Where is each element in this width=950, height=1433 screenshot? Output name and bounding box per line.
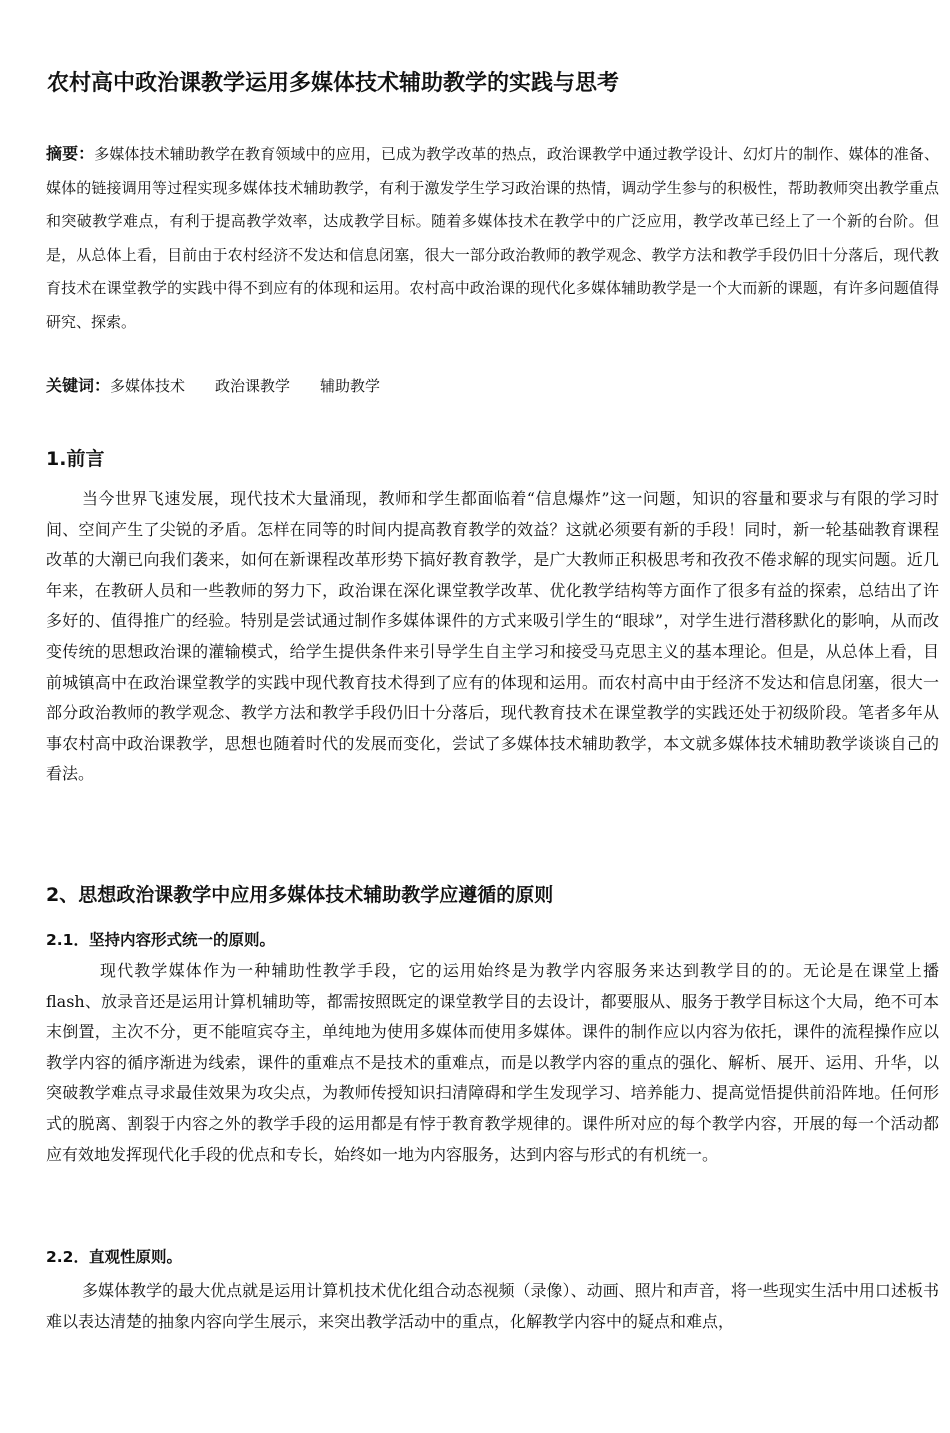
- section-1-paragraph: 当今世界飞速发展，现代技术大量涌现，教师和学生都面临着“信息爆炸”这一问题，知识的容量和要求与有限的学习时间、空间产生了尖锐的矛盾。怎样在同等的时间内提高教育教学的效益？这就必须要有新的手段！同时，新一轮基础教育课程改革的大潮已向我们袭来，如何在新课程改革形势下搞好教育教学，是广大教师正积极思考和孜孜不倦求解的现实问题。近几年来，在教研人员和一些教师的努力下，政治课在深化课堂教学改革、优化教学结构等方面作了很多有益的探索，总结出了许多好的、值得推广的经验。特别是尝试通过制作多媒体课件的方式来吸引学生的“眼球”，对学生进行潜移默化的影响，从而改变传统的思想政治课的灌输模式，给学生提供条件来引导学生自主学习和接受马克思主义的基本理论。但是，从总体上看，目前城镇高中在政治课堂教学的实践中现代教育技术得到了应有的体现和运用。而农村高中由于经济不发达和信息闭塞，很大一部分政治教师的教学观念、教学方法和教学手段仍旧十分落后，现代教育技术在课堂教学的实践还处于初级阶段。笔者多年从事农村高中政治课教学，思想也随着时代的发展而变化，尝试了多媒体技术辅助教学，本文就多媒体技术辅助教学谈谈自己的看法。: [46, 489, 939, 784]
- abstract-text: 多媒体技术辅助教学在教育领域中的应用，已成为教学改革的热点，政治课教学中通过教学设计、幻灯片的制作、媒体的准备、媒体的链接调用等过程实现多媒体技术辅助教学，有利于激发学生学习政治课的热情，调动学生参与的积极性，帮助教师突出教学重点和突破教学难点，有利于提高教学效率，达成教学目标。随着多媒体技术在教学中的广泛应用，教学改革已经上了一个新的台阶。但是，从总体上看，目前由于农村经济不发达和信息闭塞，很大一部分政治教师的教学观念、教学方法和教学手段仍旧十分落后，现代教育技术在课堂教学的实践中得不到应有的体现和运用。农村高中政治课的现代化多媒体辅助教学是一个大而新的课题，有许多问题值得研究、探索。: [46, 145, 939, 331]
- keyword-item: 辅助教学: [320, 377, 381, 395]
- section-2-2-paragraph: 多媒体教学的最大优点就是运用计算机技术优化组合动态视频（录像）、动画、照片和声音，将一些现实生活中用口述板书难以表达清楚的抽象内容向学生展示，来突出教学活动中的重点，化解教学内容中的疑点和难点，: [46, 1281, 939, 1331]
- section-2-1-heading: 2.1．坚持内容形式统一的原则。: [46, 931, 275, 949]
- section-2-1-paragraph: 现代教学媒体作为一种辅助性教学手段，它的运用始终是为教学内容服务来达到教学目的的。无论是在课堂上播 flash、放录音还是运用计算机辅助等，都需按照既定的课堂教学目的去设计，都要服从、服务于教学目标这个大局，绝不可本末倒置，主次不分，更不能喧宾夺主，单纯地为使用多媒体而使用多媒体。课件的制作应以内容为依托，课件的流程操作应以教学内容的循序渐进为线索，课件的重难点不是技术的重难点，而是以教学内容的重点的强化、解析、展开、运用、升华，以突破教学难点寻求最佳效果为攻尖点，为教师传授知识扫清障碍和学生发现学习、培养能力、提高觉悟提供前沿阵地。任何形式的脱离、割裂于内容之外的教学手段的运用都是有悖于教育教学规律的。课件所对应的每个教学内容，开展的每一个活动都应有效地发挥现代化手段的优点和专长，始终如一地为内容服务，达到内容与形式的有机统一。: [46, 961, 939, 1164]
- abstract-label: 摘要：: [46, 144, 95, 163]
- keyword-item: 多媒体技术: [110, 377, 186, 395]
- document-title: 农村高中政治课教学运用多媒体技术辅助教学的实践与思考: [47, 71, 620, 96]
- section-2-2-heading: 2.2．直观性原则。: [46, 1248, 182, 1266]
- section-1-heading: 1.前言: [46, 448, 105, 470]
- section-2-heading: 2、思想政治课教学中应用多媒体技术辅助教学应遵循的原则: [46, 884, 554, 906]
- keywords: [46, 370, 926, 402]
- keyword-item: 政治课教学: [215, 377, 291, 395]
- keywords-label: 关键词：: [46, 376, 111, 395]
- abstract: [46, 137, 939, 339]
